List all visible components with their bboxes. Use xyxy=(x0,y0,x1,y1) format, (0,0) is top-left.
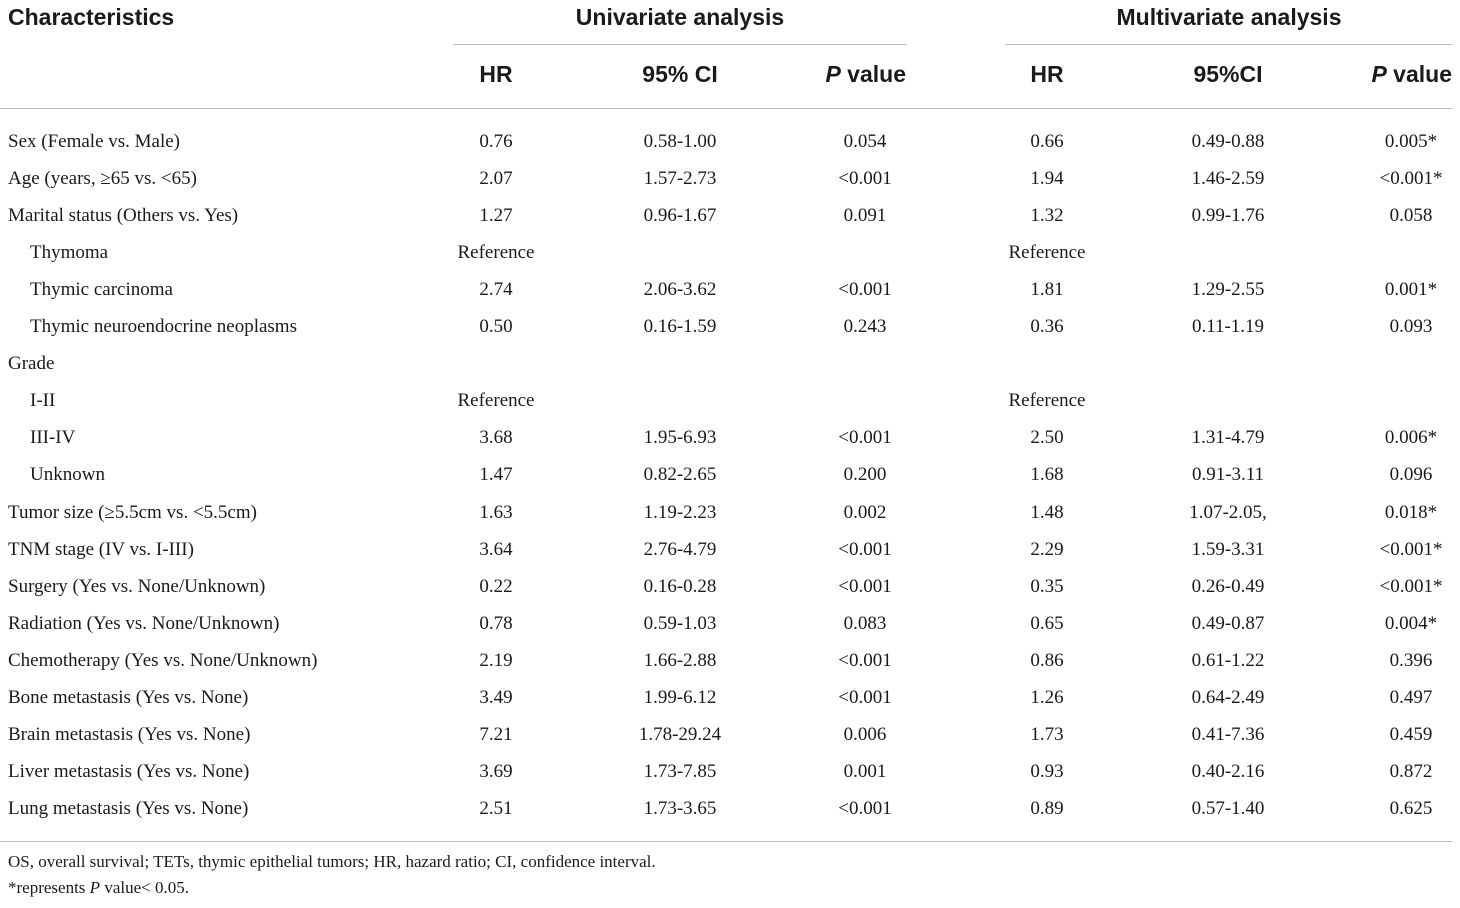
multivariate-p-cell: 0.058 xyxy=(1389,205,1433,226)
univariate-hr-cell: 2.51 xyxy=(479,798,513,819)
univariate-ci-cell: 2.06-3.62 xyxy=(643,279,717,300)
row-label: Radiation (Yes vs. None/Unknown) xyxy=(8,613,280,634)
multivariate-hr-cell: 2.29 xyxy=(1030,539,1064,560)
multivariate-ci-cell: 1.46-2.59 xyxy=(1191,168,1265,189)
p-italic: P xyxy=(1371,61,1387,87)
univariate-ci-cell: 1.73-3.65 xyxy=(643,798,717,819)
univariate-hr-cell: 3.69 xyxy=(479,761,513,782)
univariate-hr-cell: 0.22 xyxy=(479,576,513,597)
multivariate-hr-cell: 0.93 xyxy=(1030,761,1064,782)
row-label: Lung metastasis (Yes vs. None) xyxy=(8,798,249,819)
multivariate-hr-cell: 1.48 xyxy=(1030,502,1064,523)
univariate-hr-cell: Reference xyxy=(457,390,535,411)
multivariate-p-cell: 0.004* xyxy=(1384,613,1438,634)
multivariate-ci-cell: 0.49-0.88 xyxy=(1191,131,1265,152)
univariate-p-cell: 0.002 xyxy=(843,502,887,523)
multivariate-ci-cell: 0.64-2.49 xyxy=(1191,687,1265,708)
row-label: Surgery (Yes vs. None/Unknown) xyxy=(8,576,266,597)
multivariate-p-cell: 0.005* xyxy=(1384,131,1438,152)
row-label: Liver metastasis (Yes vs. None) xyxy=(8,761,250,782)
multivariate-ci-cell: 0.41-7.36 xyxy=(1191,724,1265,745)
univariate-ci-cell: 1.95-6.93 xyxy=(643,427,717,448)
multivariate-hr-cell: 0.89 xyxy=(1030,798,1064,819)
univariate-p-cell: 0.083 xyxy=(843,613,887,634)
row-label: TNM stage (IV vs. I-III) xyxy=(8,539,194,560)
footnote-star-p: P xyxy=(89,878,101,897)
row-label: Grade xyxy=(8,353,55,374)
univariate-hr-cell: 0.78 xyxy=(479,613,513,634)
multivariate-ci-cell: 1.31-4.79 xyxy=(1191,427,1265,448)
multivariate-ci-cell: 0.40-2.16 xyxy=(1191,761,1265,782)
univariate-ci-cell: 1.99-6.12 xyxy=(643,687,717,708)
row-label: Marital status (Others vs. Yes) xyxy=(8,205,239,226)
multivariate-hr-cell: 0.35 xyxy=(1030,576,1064,597)
header-uni-hr: HR xyxy=(479,61,513,87)
multivariate-hr-cell: 2.50 xyxy=(1030,427,1064,448)
univariate-hr-cell: 0.50 xyxy=(479,316,513,337)
row-label: Chemotherapy (Yes vs. None/Unknown) xyxy=(8,650,318,671)
univariate-p-cell: <0.001 xyxy=(838,650,892,671)
multivariate-p-cell: 0.872 xyxy=(1389,761,1433,782)
row-label: III-IV xyxy=(30,427,76,448)
univariate-ci-cell: 0.16-1.59 xyxy=(643,316,717,337)
univariate-p-cell: 0.091 xyxy=(843,205,887,226)
univariate-p-cell: 0.006 xyxy=(843,724,887,745)
multivariate-hr-cell: 1.94 xyxy=(1030,168,1064,189)
footnote-star-post: value< 0.05. xyxy=(100,878,189,897)
univariate-p-cell: 0.001 xyxy=(843,761,887,782)
p-rest: value xyxy=(1386,61,1452,87)
univariate-hr-cell: 2.19 xyxy=(479,650,513,671)
univariate-hr-cell: 1.27 xyxy=(479,205,513,226)
multivariate-ci-cell: 1.59-3.31 xyxy=(1191,539,1265,560)
univariate-p-cell: 0.200 xyxy=(843,464,887,485)
multivariate-ci-cell: 0.26-0.49 xyxy=(1191,576,1265,597)
row-label: Tumor size (≥5.5cm vs. <5.5cm) xyxy=(8,502,257,523)
header-uni-ci: 95% CI xyxy=(642,61,718,87)
univariate-p-cell: <0.001 xyxy=(838,279,892,300)
multivariate-hr-cell: 1.81 xyxy=(1030,279,1064,300)
multivariate-p-cell: 0.093 xyxy=(1389,316,1433,337)
row-label: I-II xyxy=(30,390,56,411)
multivariate-p-cell: 0.006* xyxy=(1384,427,1438,448)
multivariate-ci-cell: 0.57-1.40 xyxy=(1191,798,1265,819)
multivariate-hr-cell: 0.66 xyxy=(1030,131,1064,152)
univariate-hr-cell: 7.21 xyxy=(479,724,513,745)
univariate-hr-cell: 1.47 xyxy=(479,464,513,485)
multivariate-p-cell: <0.001* xyxy=(1379,576,1443,597)
univariate-p-cell: <0.001 xyxy=(838,576,892,597)
univariate-p-cell: <0.001 xyxy=(838,798,892,819)
multivariate-underline xyxy=(1005,44,1452,45)
header-characteristics: Characteristics xyxy=(8,4,175,30)
footnote-star-pre: *represents xyxy=(8,878,90,897)
multivariate-hr-cell: 1.68 xyxy=(1030,464,1064,485)
header-multivariate: Multivariate analysis xyxy=(1116,4,1342,30)
multivariate-ci-cell: 0.99-1.76 xyxy=(1191,205,1265,226)
bottom-rule xyxy=(0,841,1452,842)
p-italic: P xyxy=(825,61,841,87)
univariate-p-cell: 0.243 xyxy=(843,316,887,337)
univariate-hr-cell: 1.63 xyxy=(479,502,513,523)
multivariate-ci-cell: 1.07-2.05, xyxy=(1189,502,1267,523)
footnote-significance xyxy=(8,878,189,898)
univariate-ci-cell: 0.16-0.28 xyxy=(643,576,717,597)
header-multi-p xyxy=(1371,61,1452,88)
multivariate-p-cell: 0.096 xyxy=(1389,464,1433,485)
multivariate-p-cell: 0.018* xyxy=(1384,502,1438,523)
univariate-underline xyxy=(453,44,906,45)
p-rest: value xyxy=(840,61,906,87)
header-univariate: Univariate analysis xyxy=(575,4,785,30)
header-multi-ci: 95%CI xyxy=(1193,61,1263,87)
univariate-ci-cell: 0.59-1.03 xyxy=(643,613,717,634)
multivariate-p-cell: 0.497 xyxy=(1389,687,1433,708)
univariate-ci-cell: 1.78-29.24 xyxy=(638,724,722,745)
univariate-ci-cell: 1.19-2.23 xyxy=(643,502,717,523)
univariate-hr-cell: 3.68 xyxy=(479,427,513,448)
row-label: Thymoma xyxy=(30,242,109,263)
univariate-hr-cell: 0.76 xyxy=(479,131,513,152)
row-label: Age (years, ≥65 vs. <65) xyxy=(8,168,197,189)
multivariate-hr-cell: 0.86 xyxy=(1030,650,1064,671)
multivariate-ci-cell: 0.11-1.19 xyxy=(1191,316,1265,337)
multivariate-hr-cell: 1.32 xyxy=(1030,205,1064,226)
univariate-ci-cell: 0.58-1.00 xyxy=(643,131,717,152)
row-label: Sex (Female vs. Male) xyxy=(8,131,181,152)
row-label: Brain metastasis (Yes vs. None) xyxy=(8,724,251,745)
multivariate-ci-cell: 0.91-3.11 xyxy=(1191,464,1265,485)
multivariate-hr-cell: Reference xyxy=(1008,390,1086,411)
univariate-ci-cell: 0.96-1.67 xyxy=(643,205,717,226)
row-label: Unknown xyxy=(30,464,105,485)
univariate-hr-cell: Reference xyxy=(457,242,535,263)
multivariate-ci-cell: 1.29-2.55 xyxy=(1191,279,1265,300)
multivariate-ci-cell: 0.49-0.87 xyxy=(1191,613,1265,634)
multivariate-p-cell: 0.001* xyxy=(1384,279,1438,300)
row-label: Bone metastasis (Yes vs. None) xyxy=(8,687,249,708)
multivariate-hr-cell: Reference xyxy=(1008,242,1086,263)
univariate-ci-cell: 1.73-7.85 xyxy=(643,761,717,782)
multivariate-ci-cell: 0.61-1.22 xyxy=(1191,650,1265,671)
univariate-hr-cell: 2.74 xyxy=(479,279,513,300)
univariate-p-cell: 0.054 xyxy=(843,131,887,152)
univariate-hr-cell: 3.49 xyxy=(479,687,513,708)
multivariate-p-cell: 0.459 xyxy=(1389,724,1433,745)
univariate-ci-cell: 1.57-2.73 xyxy=(643,168,717,189)
row-label: Thymic carcinoma xyxy=(30,279,173,300)
header-multi-hr: HR xyxy=(1030,61,1064,87)
multivariate-hr-cell: 0.36 xyxy=(1030,316,1064,337)
header-uni-p xyxy=(825,61,906,88)
univariate-hr-cell: 3.64 xyxy=(479,539,513,560)
footnote-abbreviations: OS, overall survival; TETs, thymic epithelial tumors; HR, hazard ratio; CI, confidence interval. xyxy=(8,852,656,871)
multivariate-hr-cell: 1.73 xyxy=(1030,724,1064,745)
multivariate-p-cell: 0.396 xyxy=(1389,650,1433,671)
univariate-ci-cell: 0.82-2.65 xyxy=(643,464,717,485)
multivariate-p-cell: <0.001* xyxy=(1379,539,1443,560)
multivariate-p-cell: 0.625 xyxy=(1389,798,1433,819)
univariate-p-cell: <0.001 xyxy=(838,687,892,708)
multivariate-hr-cell: 0.65 xyxy=(1030,613,1064,634)
univariate-ci-cell: 2.76-4.79 xyxy=(643,539,717,560)
univariate-p-cell: <0.001 xyxy=(838,168,892,189)
univariate-p-cell: <0.001 xyxy=(838,427,892,448)
univariate-ci-cell: 1.66-2.88 xyxy=(643,650,717,671)
row-label: Thymic neuroendocrine neoplasms xyxy=(30,316,297,337)
header-rule xyxy=(0,108,1452,109)
multivariate-p-cell: <0.001* xyxy=(1379,168,1443,189)
univariate-hr-cell: 2.07 xyxy=(479,168,513,189)
multivariate-hr-cell: 1.26 xyxy=(1030,687,1064,708)
univariate-p-cell: <0.001 xyxy=(838,539,892,560)
